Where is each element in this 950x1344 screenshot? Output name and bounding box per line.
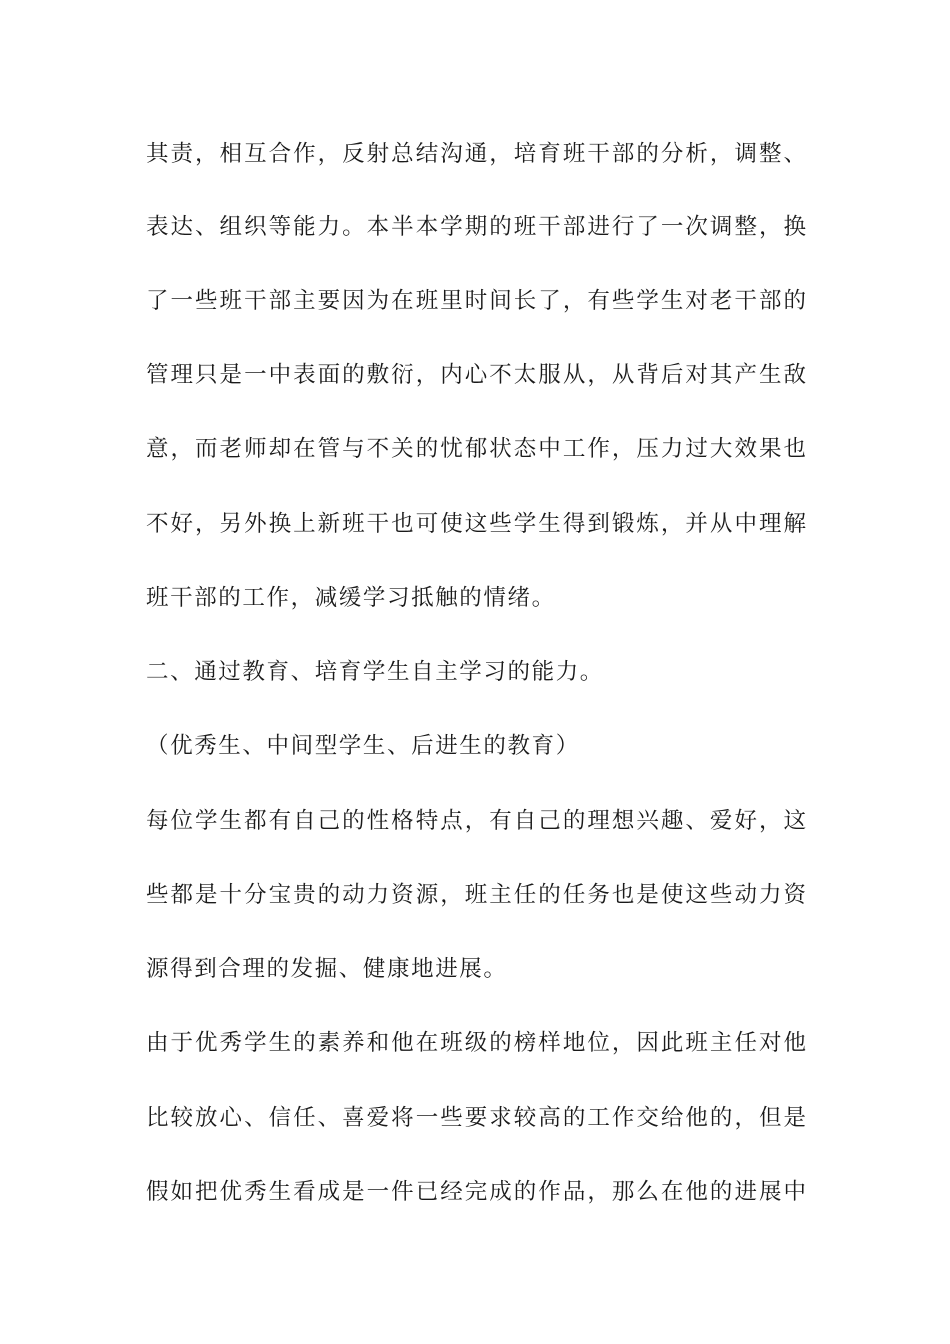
text-line-11: 些都是十分宝贵的动力资源，班主任的任务也是使这些动力资 (146, 882, 806, 908)
section-heading: 二、通过教育、培育学生自主学习的能力。 (146, 659, 604, 685)
text-line-1: 其责，相互合作，反射总结沟通，培育班干部的分析，调整、 (146, 141, 806, 167)
text-line-15: 假如把优秀生看成是一件已经完成的作品，那么在他的进展中 (146, 1179, 806, 1205)
text-line-7: 班干部的工作，减缓学习抵触的情绪。 (146, 585, 556, 611)
text-line-10: 每位学生都有自己的性格特点，有自己的理想兴趣、爱好，这 (146, 808, 806, 834)
section-subheading: （优秀生、中间型学生、后进生的教育） (146, 733, 580, 759)
text-line-13: 由于优秀学生的素养和他在班级的榜样地位，因此班主任对他 (146, 1030, 806, 1056)
text-line-4: 管理只是一中表面的敷衍，内心不太服从，从背后对其产生敌 (146, 362, 806, 388)
text-line-3: 了一些班干部主要因为在班里时间长了，有些学生对老干部的 (146, 288, 806, 314)
text-line-14: 比较放心、信任、喜爱将一些要求较高的工作交给他的，但是 (146, 1105, 806, 1131)
text-line-2: 表达、组织等能力。本半本学期的班干部进行了一次调整，换 (146, 214, 806, 240)
text-line-12: 源得到合理的发掘、健康地进展。 (146, 956, 508, 982)
text-line-5: 意，而老师却在管与不关的忧郁状态中工作，压力过大效果也 (146, 436, 806, 462)
text-line-6: 不好，另外换上新班干也可使这些学生得到锻炼，并从中理解 (146, 511, 806, 537)
